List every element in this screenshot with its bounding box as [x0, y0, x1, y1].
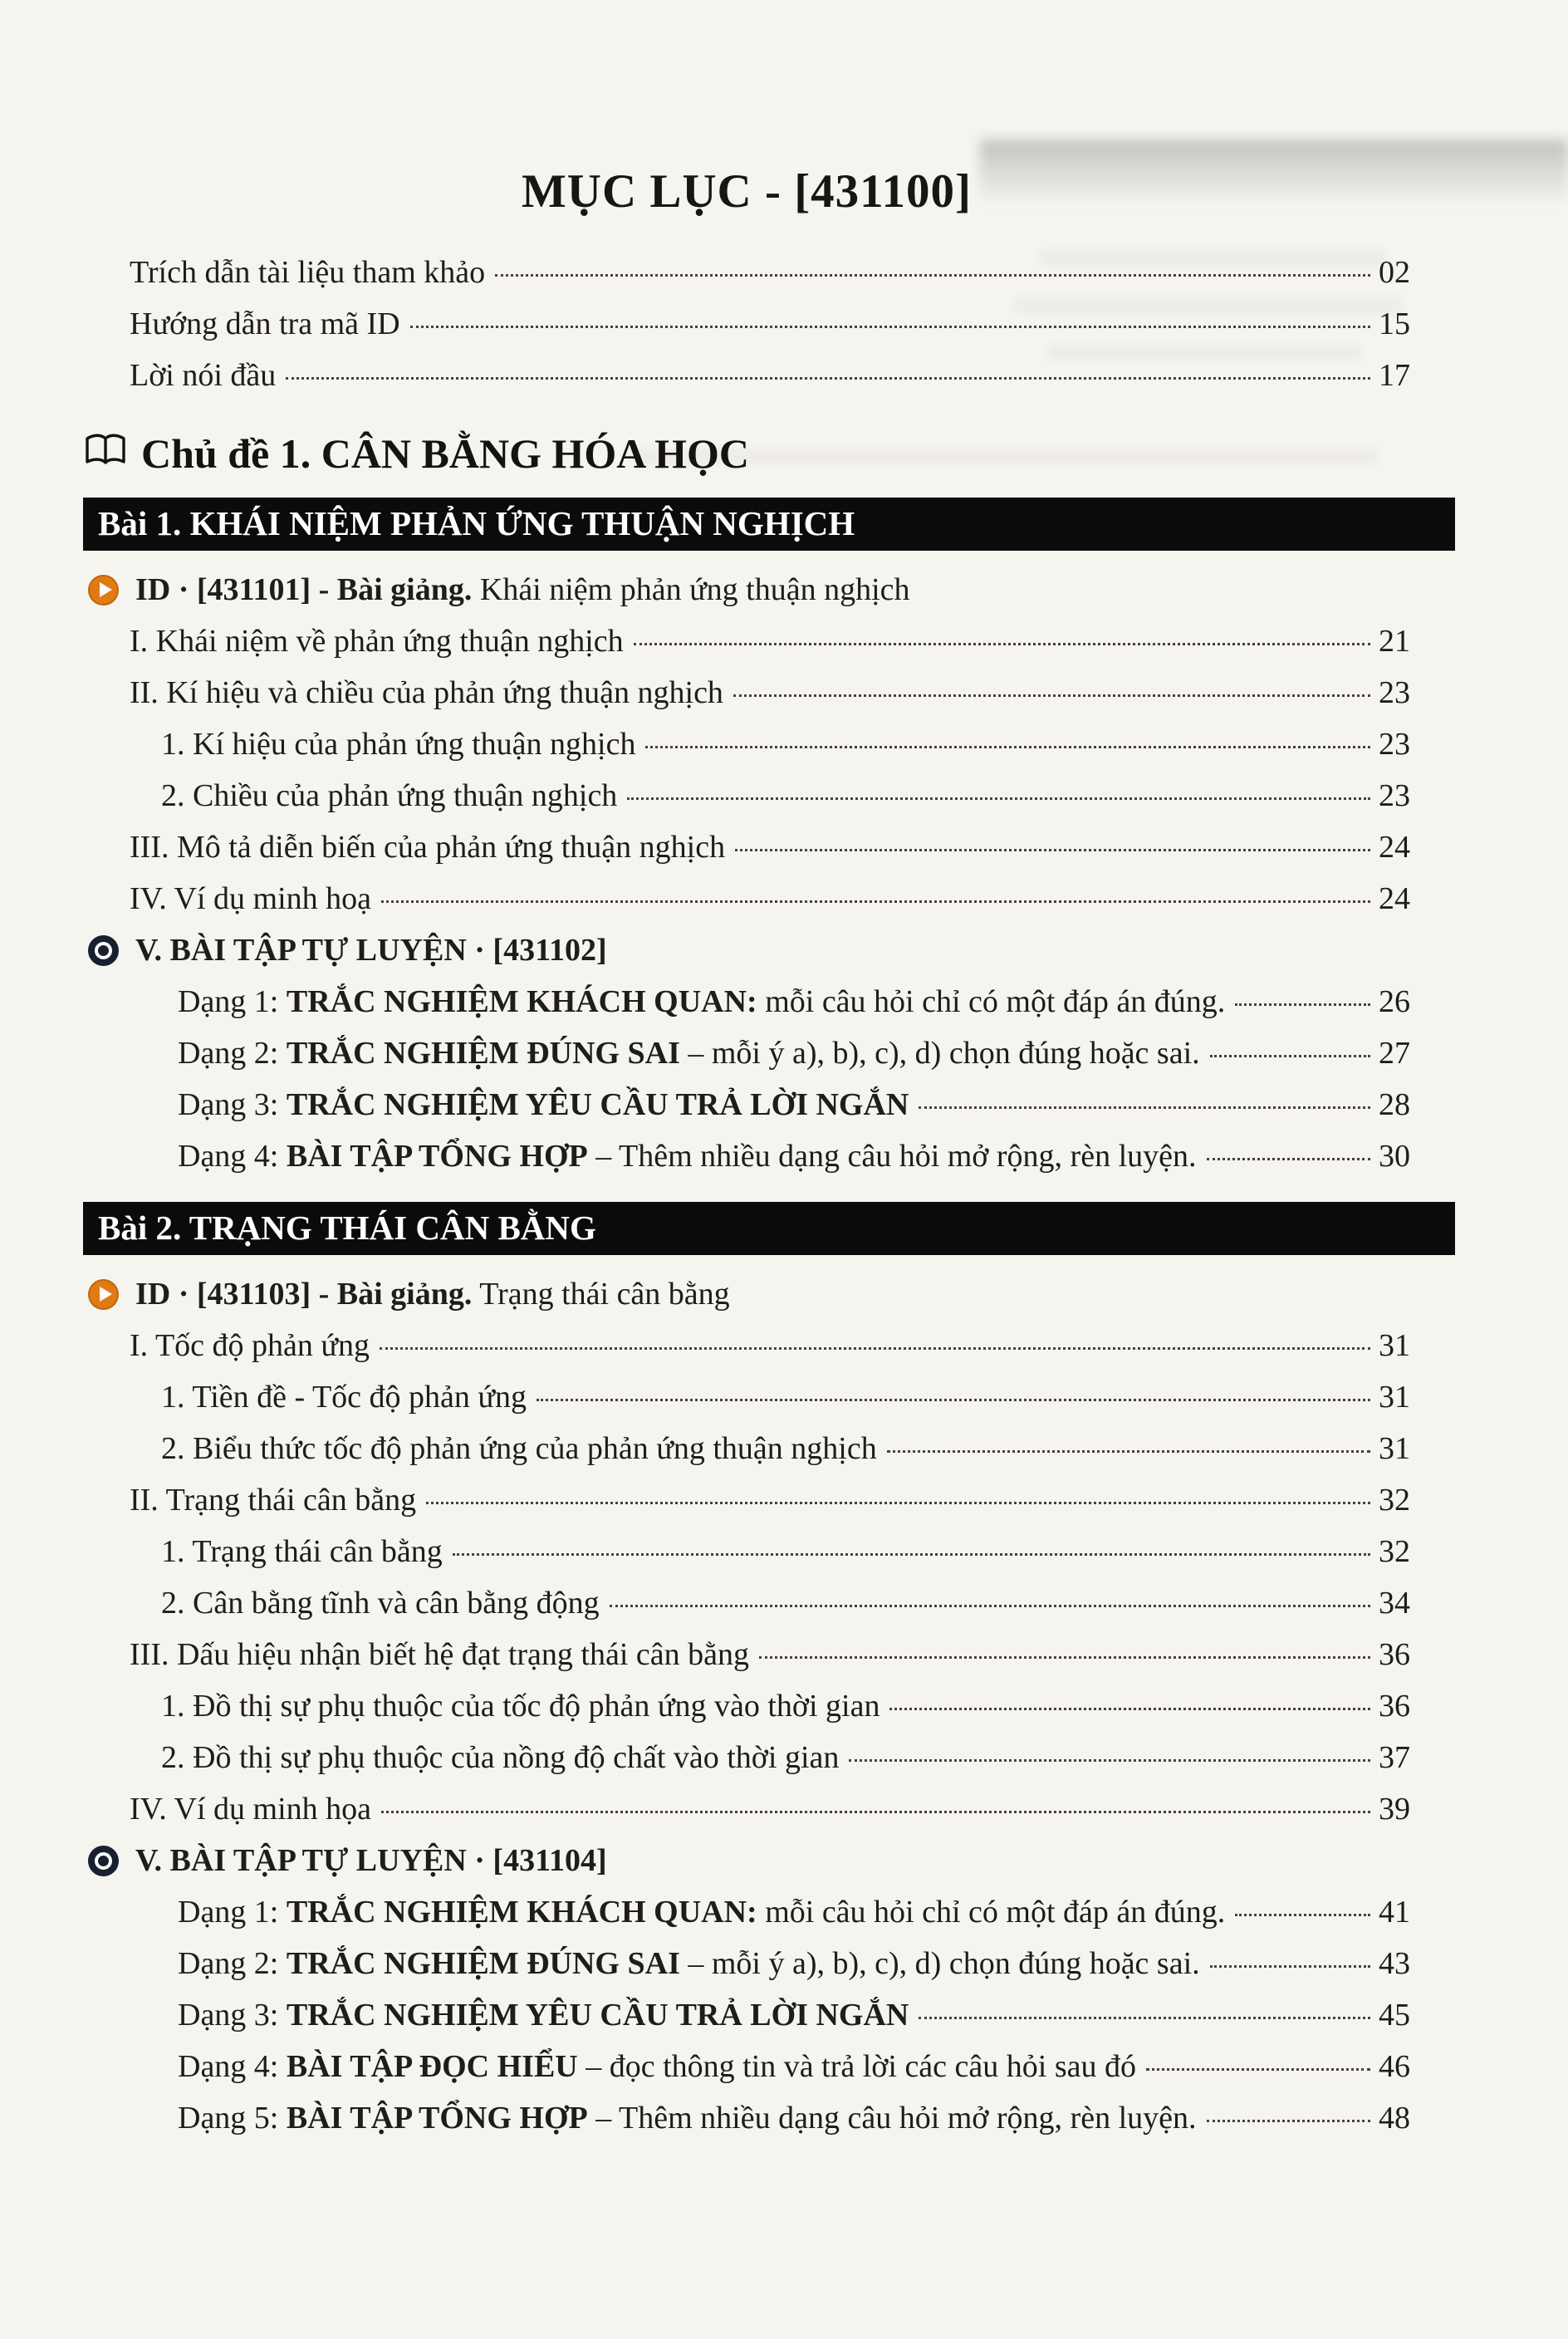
- dot-leader: [410, 326, 1370, 328]
- dot-leader: [1210, 1965, 1370, 1968]
- page-number: 23: [1379, 675, 1410, 710]
- toc-entry-label: Dạng 3: TRẮC NGHIỆM YÊU CẦU TRẢ LỜI NGẮN: [178, 1998, 909, 2033]
- dot-leader: [495, 274, 1370, 277]
- toc-entry-label: 1. Đồ thị sự phụ thuộc của tốc độ phản ứng vào thời gian: [161, 1689, 880, 1724]
- dot-leader: [380, 1347, 1370, 1350]
- toc-row: [83, 564, 1410, 615]
- toc-row: [83, 667, 1410, 718]
- toc-row: [83, 924, 1410, 976]
- front-matter-list: [83, 247, 1410, 401]
- dot-leader: [889, 1708, 1370, 1710]
- play-badge-icon: [88, 1279, 119, 1310]
- toc-entry-label: II. Kí hiệu và chiều của phản ứng thuận nghịch: [130, 675, 723, 710]
- section-rows: [83, 1268, 1410, 2144]
- toc-entry-label: 2. Biểu thức tốc độ phản ứng của phản ứng thuận nghịch: [161, 1431, 877, 1466]
- toc-entry-label: 1. Trạng thái cân bằng: [161, 1534, 443, 1569]
- page-title: MỤC LỤC - [431100]: [521, 165, 973, 218]
- dot-leader: [759, 1656, 1370, 1659]
- dot-leader: [849, 1759, 1370, 1762]
- toc-entry-label: III. Dấu hiệu nhận biết hệ đạt trạng thái cân bằng: [130, 1637, 749, 1672]
- page-number: 23: [1379, 778, 1410, 813]
- toc-row: [83, 821, 1410, 873]
- toc-entry-label: 2. Cân bằng tĩnh và cân bằng động: [161, 1586, 600, 1621]
- play-badge-icon: [88, 575, 119, 606]
- toc-entry-label: IV. Ví dụ minh họa: [130, 1792, 371, 1827]
- toc-entry-label: Dạng 4: BÀI TẬP ĐỌC HIỂU – đọc thông tin và trả lời các câu hỏi sau đó: [178, 2049, 1136, 2084]
- dot-leader: [1207, 2120, 1371, 2122]
- page-number: 34: [1379, 1586, 1410, 1621]
- toc-row: [83, 1526, 1410, 1577]
- page-number: 30: [1379, 1139, 1410, 1174]
- toc-entry-label: Trích dẫn tài liệu tham khảo: [130, 255, 486, 290]
- dot-leader: [733, 694, 1370, 697]
- sections-container: [83, 498, 1410, 2144]
- toc-row: [83, 1079, 1410, 1130]
- dot-leader: [735, 849, 1370, 851]
- dot-leader: [1235, 1003, 1370, 1006]
- dot-leader: [1210, 1055, 1370, 1057]
- page-number: 24: [1379, 830, 1410, 865]
- section-bar: Bài 2. TRẠNG THÁI CÂN BẰNG: [83, 1202, 1455, 1255]
- toc-row: [83, 770, 1410, 821]
- target-badge-icon: [88, 1846, 119, 1876]
- toc-row: [83, 1886, 1410, 1938]
- toc-entry-label: Hướng dẫn tra mã ID: [130, 306, 400, 341]
- toc-row: [83, 873, 1410, 924]
- toc-row: [83, 1423, 1410, 1474]
- dot-leader: [381, 1811, 1370, 1813]
- toc-row: [83, 1577, 1410, 1629]
- toc-entry-label: Dạng 1: TRẮC NGHIỆM KHÁCH QUAN: mỗi câu hỏi chỉ có một đáp án đúng.: [178, 1895, 1226, 1930]
- toc-entry-label: Dạng 2: TRẮC NGHIỆM ĐÚNG SAI – mỗi ý a), b), c), d) chọn đúng hoặc sai.: [178, 1946, 1200, 1981]
- toc-row: [83, 615, 1410, 667]
- section-bar: Bài 1. KHÁI NIỆM PHẢN ỨNG THUẬN NGHỊCH: [83, 498, 1455, 551]
- page-number: 43: [1379, 1946, 1410, 1981]
- toc-row: [83, 1680, 1410, 1732]
- toc-row: [83, 1629, 1410, 1680]
- toc-entry-label: III. Mô tả diễn biến của phản ứng thuận nghịch: [130, 830, 726, 865]
- page-number: 23: [1379, 727, 1410, 762]
- page-number: 26: [1379, 984, 1410, 1019]
- dot-leader: [1146, 2068, 1370, 2071]
- toc-row: [83, 2092, 1410, 2144]
- toc-entry-label: 1. Tiền đề - Tốc độ phản ứng: [161, 1380, 527, 1415]
- dot-leader: [634, 643, 1370, 645]
- toc-row: [83, 2041, 1410, 2092]
- toc-entry-label: I. Khái niệm về phản ứng thuận nghịch: [130, 624, 624, 659]
- page-number: 28: [1379, 1087, 1410, 1122]
- chapter-title: Chủ đề 1. CÂN BẰNG HÓA HỌC: [141, 430, 750, 477]
- toc-row: [83, 1783, 1410, 1835]
- toc-row: [83, 1130, 1410, 1182]
- dot-leader: [919, 1106, 1370, 1109]
- page-number: 31: [1379, 1328, 1410, 1363]
- dot-leader: [1207, 1158, 1371, 1160]
- toc-row: [83, 1938, 1410, 1989]
- toc-entry-label: Dạng 2: TRẮC NGHIỆM ĐÚNG SAI – mỗi ý a), b), c), d) chọn đúng hoặc sai.: [178, 1036, 1200, 1071]
- dot-leader: [1235, 1914, 1370, 1916]
- toc-entry-label: Dạng 3: TRẮC NGHIỆM YÊU CẦU TRẢ LỜI NGẮN: [178, 1087, 909, 1122]
- toc-entry-label: I. Tốc độ phản ứng: [130, 1328, 370, 1363]
- toc-entry-label: 1. Kí hiệu của phản ứng thuận nghịch: [161, 727, 636, 762]
- page-number: 27: [1379, 1036, 1410, 1071]
- page-number: 37: [1379, 1740, 1410, 1775]
- toc-row: [83, 350, 1410, 401]
- page-number: 31: [1379, 1431, 1410, 1466]
- section-rows: [83, 564, 1410, 1182]
- page-number: 48: [1379, 2101, 1410, 2136]
- page-number: 32: [1379, 1534, 1410, 1569]
- toc-row: [83, 1474, 1410, 1526]
- dot-leader: [537, 1399, 1370, 1401]
- toc-entry-label: II. Trạng thái cân bằng: [130, 1483, 417, 1518]
- toc-entry-label: Dạng 1: TRẮC NGHIỆM KHÁCH QUAN: mỗi câu hỏi chỉ có một đáp án đúng.: [178, 984, 1226, 1019]
- toc-row: [83, 1371, 1410, 1423]
- toc-row: [83, 1268, 1410, 1320]
- page-number: 02: [1379, 255, 1410, 290]
- toc-entry-label: 2. Chiều của phản ứng thuận nghịch: [161, 778, 618, 813]
- page-number: 39: [1379, 1792, 1410, 1827]
- toc-row: [83, 1320, 1410, 1371]
- dot-leader: [381, 900, 1370, 903]
- target-badge-icon: [88, 935, 119, 966]
- page-number: 15: [1379, 306, 1410, 341]
- toc-entry-label: 2. Đồ thị sự phụ thuộc của nồng độ chất vào thời gian: [161, 1740, 840, 1775]
- open-book-icon: [83, 429, 128, 478]
- toc-entry-label: IV. Ví dụ minh hoạ: [130, 881, 371, 916]
- toc-row: [83, 976, 1410, 1027]
- dot-leader: [919, 2017, 1370, 2019]
- dot-leader: [426, 1502, 1370, 1504]
- page-number: 32: [1379, 1483, 1410, 1518]
- toc-entry-label: ID · [431103] - Bài giảng. Trạng thái cân bằng: [135, 1277, 730, 1312]
- dot-leader: [453, 1553, 1370, 1556]
- page-number: 31: [1379, 1380, 1410, 1415]
- toc-entry-label: Lời nói đầu: [130, 358, 277, 393]
- toc-entry-label: Dạng 5: BÀI TẬP TỔNG HỢP – Thêm nhiều dạng câu hỏi mở rộng, rèn luyện.: [178, 2101, 1197, 2136]
- toc-row: [83, 298, 1410, 350]
- dot-leader: [627, 797, 1370, 800]
- page-number: 36: [1379, 1637, 1410, 1672]
- dot-leader: [645, 746, 1370, 748]
- toc-row: [83, 1835, 1410, 1886]
- toc-entry-label: V. BÀI TẬP TỰ LUYỆN · [431104]: [135, 1843, 607, 1878]
- page-number: 21: [1379, 624, 1410, 659]
- page-number: 17: [1379, 358, 1410, 393]
- toc-entry-label: ID · [431101] - Bài giảng. Khái niệm phản ứng thuận nghịch: [135, 572, 910, 607]
- toc-row: [83, 718, 1410, 770]
- page-number: 41: [1379, 1895, 1410, 1930]
- toc-entry-label: Dạng 4: BÀI TẬP TỔNG HỢP – Thêm nhiều dạng câu hỏi mở rộng, rèn luyện.: [178, 1139, 1197, 1174]
- page-number: 45: [1379, 1998, 1410, 2033]
- dot-leader: [286, 377, 1370, 380]
- toc-row: [83, 1989, 1410, 2041]
- toc-row: [83, 1027, 1410, 1079]
- toc-entry-label: V. BÀI TẬP TỰ LUYỆN · [431102]: [135, 933, 607, 968]
- page-number: 46: [1379, 2049, 1410, 2084]
- dot-leader: [610, 1605, 1370, 1607]
- page-number: 24: [1379, 881, 1410, 916]
- chapter-heading: [83, 429, 1410, 478]
- dot-leader: [887, 1450, 1370, 1453]
- page-number: 36: [1379, 1689, 1410, 1724]
- toc-row: [83, 1732, 1410, 1783]
- toc-row: [83, 247, 1410, 298]
